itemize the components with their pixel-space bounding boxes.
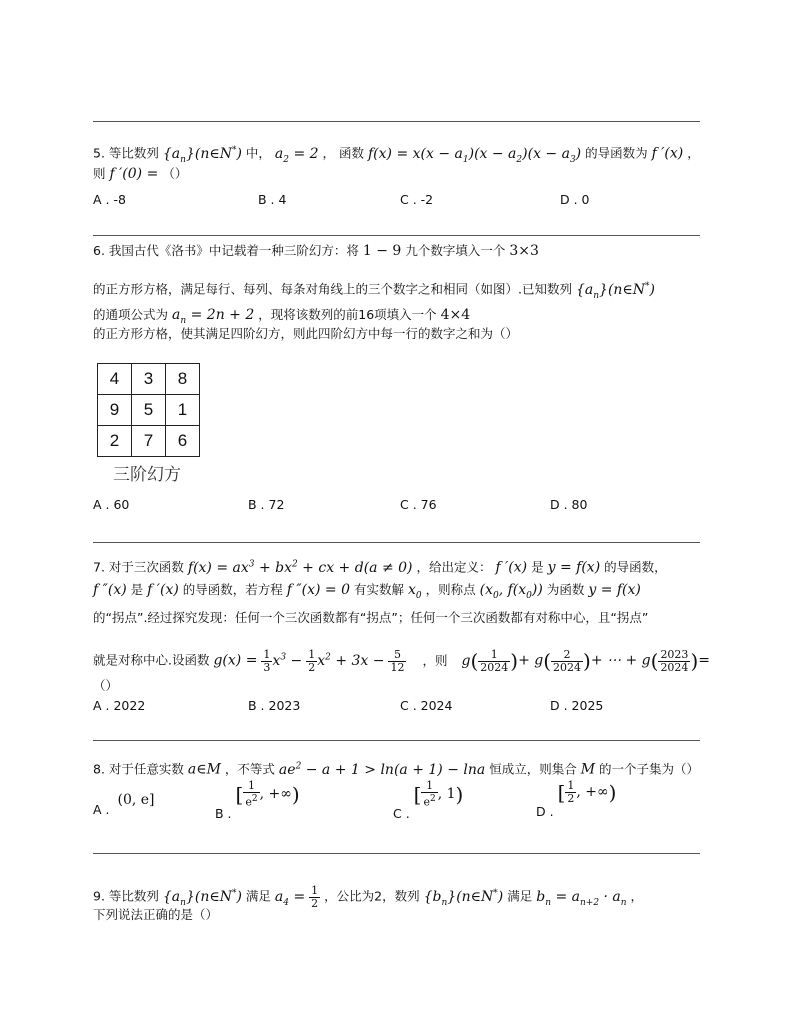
- q7-point: ($x_0$, $f(x_0)$): [479, 582, 543, 601]
- q5-option-c[interactable]: C . -2: [400, 192, 434, 207]
- q6-formula: $a_n = 2n + 2$: [172, 307, 255, 326]
- q9-text-1a: 9. 等比数列: [93, 888, 159, 904]
- q5-paren: （）: [162, 166, 188, 181]
- q9-a4: $a_4$ =: [274, 888, 306, 908]
- divider-q6: [93, 235, 700, 236]
- q9-b-relation: $b_n = a_{n+2} \cdot a_n$: [536, 888, 627, 908]
- q5-sequence: $\{a_n\}(n\in N^*)$: [162, 145, 242, 165]
- q7-yfx-2: y = f(x): [588, 582, 641, 598]
- q7-text-3: 的“拐点”.经过探究发现：任何一个三次函数都有“拐点”；任何一个三次函数都有对称中心，且“拐点”: [93, 610, 649, 625]
- magic-cell: 1: [166, 395, 200, 426]
- magic-cell: 3: [132, 364, 166, 395]
- q8-text-1a: 8. 对于任意实数: [93, 761, 184, 777]
- magic-cell: 4: [98, 364, 132, 395]
- q9-text-1b: ，公比为2，数列: [324, 888, 420, 904]
- q5-zhong: 中，: [245, 145, 271, 161]
- q6-option-c[interactable]: C . 76: [400, 497, 437, 512]
- magic-cell: 8: [166, 364, 200, 395]
- q8-text-1d: 的一个子集为（）: [599, 761, 700, 777]
- q7-gdef: g(x) =: [213, 652, 258, 669]
- q5-fprime: f ′(x): [651, 145, 684, 162]
- q6-text-2: 的正方形方格，满足每行、每列、每条对角线上的三个数字之和相同（如图）.已知数列: [93, 281, 572, 297]
- q8-option-a[interactable]: A . (0, e]: [93, 792, 155, 817]
- q7-text-2b: 有实数解: [354, 582, 405, 597]
- q6-range: 1 − 9: [362, 243, 402, 259]
- q7-text-2a: 的导函数，若方程: [182, 582, 283, 597]
- q5-then: 则: [93, 166, 106, 181]
- q7-yfx: y = f(x): [547, 559, 601, 576]
- q7-option-a[interactable]: A . 2022: [93, 698, 146, 713]
- magic-cell: 2: [98, 426, 132, 457]
- q6-sequence: $\{a_n\}(n\in N^*)$: [575, 281, 655, 301]
- q6-size4: 4×4: [440, 307, 471, 323]
- q9-end-comma: ，: [630, 888, 644, 904]
- q8-option-a-value: (0, e]: [117, 792, 155, 808]
- divider-q9: [93, 853, 700, 854]
- q8-option-d[interactable]: D . [ $\frac{1}{2}$ , +∞): [536, 779, 617, 819]
- q5-f0: f ′(0) =: [109, 166, 159, 182]
- q7-cubic: $f(x) = ax^3 + bx^2$ + cx + d(a ≠ 0): [187, 559, 413, 576]
- q5-a2: $a_2 = 2$: [274, 145, 319, 165]
- q6-text-3: 的通项公式为: [93, 307, 169, 322]
- q6-option-a[interactable]: A . 60: [93, 497, 130, 512]
- divider-q8: [93, 740, 700, 741]
- q7-text-1b: ，给出定义：: [416, 559, 492, 575]
- q8-set-m: M: [580, 761, 596, 778]
- magic-cell: 6: [166, 426, 200, 457]
- q9-bsequence: $\{b_n\}(n\in N^*)$: [423, 888, 504, 908]
- q7-option-b[interactable]: B . 2023: [248, 698, 301, 713]
- q7-text-4a: 就是对称中心.设函数: [93, 652, 210, 668]
- magic-cell: 9: [98, 395, 132, 426]
- q5-option-a[interactable]: A . -8: [93, 192, 126, 207]
- q5-end-comma: ，: [687, 145, 700, 161]
- q6-option-d[interactable]: D . 80: [550, 497, 588, 512]
- q7-text-2d: 为函数: [546, 582, 585, 597]
- q5-option-d[interactable]: D . 0: [560, 192, 590, 207]
- q7-fprime-2: f ′(x): [147, 582, 179, 598]
- q7-text-1: 7. 对于三次函数: [93, 559, 184, 575]
- q7-fprime: f ′(x): [495, 559, 528, 576]
- q7-fdoubleprime: f ″(x): [93, 582, 127, 598]
- q6-text-1b: 九个数字填入一个: [405, 243, 506, 258]
- q7-option-d[interactable]: D . 2025: [550, 698, 604, 713]
- q6-text-3b: ，现将该数列的前16项填入一个: [258, 307, 437, 322]
- q7-is: 是: [531, 559, 544, 575]
- q8-text-1b: ，不等式: [224, 761, 275, 777]
- q8-a-in-m: a∈M: [187, 761, 221, 778]
- q5-function: $f(x) = x(x - a_1)(x - a_2)(x - a_3)$: [368, 145, 582, 165]
- divider-q7: [93, 542, 700, 543]
- q8-option-c[interactable]: C . [ $\frac{1}{e^2}$ , 1): [393, 779, 464, 821]
- q9-satisfy-2: 满足: [507, 888, 533, 904]
- q7-equation: f ″(x) = 0: [286, 582, 351, 598]
- q6-text-4: 的正方形方格，使其满足四阶幻方，则此四阶幻方中每一行的数字之和为（）: [93, 326, 519, 341]
- q7-text-2c: ，则称点: [425, 582, 476, 597]
- q7-text-4b: ，则: [422, 652, 448, 668]
- q7-text-1c: 的导函数，: [604, 559, 667, 575]
- magic-square-caption: 三阶幻方: [113, 465, 181, 485]
- q5-func-label: ， 函数: [322, 145, 365, 161]
- q5-option-b[interactable]: B . 4: [258, 192, 287, 207]
- q8-inequality: $ae^2 - a + 1 > \ln(a + 1) - \ln a$: [278, 761, 486, 778]
- q5-deriv-text: 的导函数为: [585, 145, 648, 161]
- q6-size3: 3×3: [509, 243, 539, 259]
- q7-paren: （）: [93, 678, 119, 693]
- q9-sequence: $\{a_n\}(n\in N^*)$: [162, 888, 242, 908]
- q7-option-c[interactable]: C . 2024: [400, 698, 453, 713]
- q6-option-b[interactable]: B . 72: [248, 497, 285, 512]
- q9-text-2: 下列说法正确的是（）: [93, 907, 219, 922]
- magic-cell: 5: [132, 395, 166, 426]
- q8-text-1c: 恒成立，则集合: [489, 761, 577, 777]
- magic-square: [97, 363, 200, 457]
- q7-x0: $x_0$: [408, 582, 422, 601]
- q8-option-b[interactable]: B . [ $\frac{1}{e^2}$ , +∞): [215, 779, 300, 821]
- magic-cell: 7: [132, 426, 166, 457]
- q5-number: 5. 等比数列: [93, 145, 159, 161]
- q6-text-1: 6. 我国古代《洛书》中记载着一种三阶幻方：将: [93, 243, 359, 258]
- q9-satisfy: 满足: [245, 888, 271, 904]
- q7-is-2: 是: [130, 582, 144, 597]
- divider-top: [93, 121, 700, 122]
